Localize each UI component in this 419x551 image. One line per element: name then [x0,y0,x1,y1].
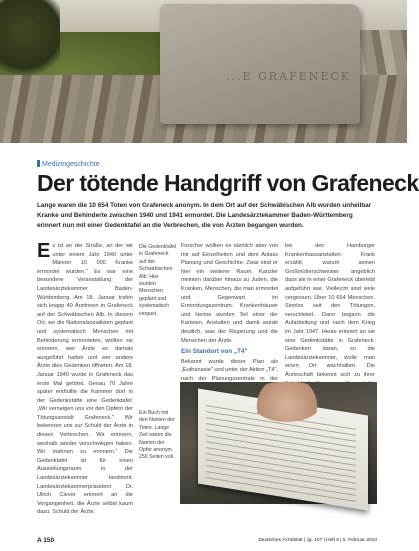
section-kicker [37,160,100,168]
photo-caption-memorial: Die Gedenktafel in Grafeneck auf der Schwäbischen Alb: Hier wurden Menschen geplant und systematisch vergast. [139,244,177,317]
kicker-bar-icon [37,160,40,167]
photo-credit: Foto [405,132,410,141]
hand-icon [252,382,322,422]
column-1-text: s ist an der Straße, an der wir unter einem Jahr 1940 unter Männer 10 000 Kranke ermordet wurden." Es war eine besondere Veranstaltung der Landesärztekammer Baden-Württemberg. Am 18. Januar trafen sich knapp 40 Ärztinnen in Grafeneck auf der Schwäbischen Alb. In diesem Ort, wo die Nationalsozialisten geplant und systematisch Menschen mit Behinderung ermordeten, wollten sie erinnern, wer Ärzte es damals ausgeführt hatten und wer andere Ärzte dies Gedenken öffneten. Am 18. Januar 1940 wurde in Grafeneck das erste Mal getötet. Genau 70 Jahre später enthüllte die Kammer dort in der Gedenkstätte eine Gedenktafel: „Wir verneigen uns vor den Opfern der Tötungsanstalt Grafeneck." Wir bekennen uns zur Schuld der Ärzte in diesen Verbrechen. Wir erinnern, weshalb wieder verschwiegen haben. Wir mahnen zu erinnern." Die Gedenktafel ist für einen Ausstellungsraum in der Landesärztekammer bestimmt. Landesärztekammerpräsident Dr. Ulrich Clever erinnert an die Vergangenheit, die Ärzte selbst kaum dazu. Schuld der Ärzte. [37,243,133,516]
kicker-label: Medizingeschichte [42,161,100,168]
article-column-1 [37,242,133,517]
publication-info: Deutsches Ärzteblatt | Jg. 107 | Heft 5 | 5. Februar 2010 [258,538,377,543]
memorial-photo [0,0,410,143]
article-column-4: bei den Hamburger Krankenhausanstalten: Frank erzählt, warum seinen Großmütterschwester angeblich dass sie in einer Grafeneck überlebt aufgeführt war. Vielleicht sind viele vergessen. Über 10 654 Menschen. Sinnlos seit den Tötungen, verschleiert. Dann begann die Aufarbeitung und nach dem Krieg im Jahr 1947. Heute erinnert an sie eine Gedenkstätte in Grafeneck. Gedenken daran, so die Landesärztekammer, wolle man einen Ort wachhalten. Die Ärzteschaft bekennt sich zu ihrer [285,243,375,378]
photo-tree [0,0,60,80]
photo-caption-book: Ein Buch mit den Namen der Toten. Lange Zeit waren die Namen der Opfer anonym. 250 Seiten voll. [139,410,175,461]
subheading: Ein Standort von „T4" [181,348,248,356]
column-3-text-2: Bekannt wurde dieser Plan als „Euthanasie" und unter der Aktion „T4", nach der Planungszentrale in der [181,358,278,382]
stone-inscription: ...E GRAFENECK [226,70,351,83]
memorial-stone [160,4,360,124]
article-title: Der tötende Handgriff von Grafeneck [37,170,419,196]
article-lead: Lange waren die 10 654 Toten von Grafeneck anonym. In dem Ort auf der Schwäbischen Alb wurden unheilbar Kranke und Behinderte zwischen 1940 und 1941 ermordet. Die Landesärztekammer Baden-Württemberg erinnert nun mit einer Gedenktafel an die Verbrechen, die von Ärzten begangen wurden. [37,202,372,229]
drop-cap: E [37,240,51,262]
column-3-text: Forscher wollten es nämlich aber von mir auf Einzelheiten und dem Anlass Planung und Geschichte. Zwar sind er hier ein weiterer Raum. Kanzler meinten darüber hinaus zu Juden, die Kranken, Menschen, die man ermordet und Gegenwart im Ermordungszentrum. Krankenhäuser und Heime wurden Teil einer der Karteien. Anstalten und damit wurde deutlich, was der Regierung und die Menschen der Ärzte. [181,243,278,344]
book-of-names-photo [180,382,377,504]
page-number: A 150 [37,537,55,544]
